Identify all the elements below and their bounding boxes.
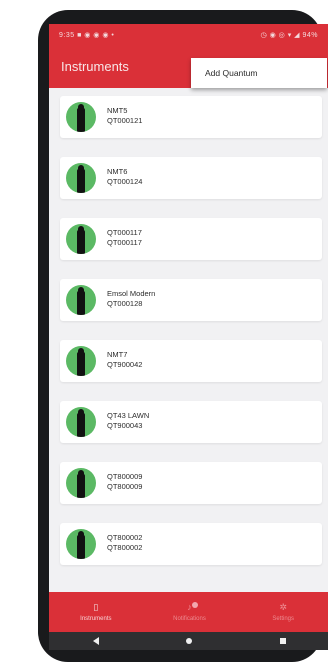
instrument-icon bbox=[66, 346, 96, 376]
instrument-serial: QT000124 bbox=[107, 177, 143, 186]
instrument-serial: QT800002 bbox=[107, 543, 143, 552]
instrument-name: Emsol Modern bbox=[107, 289, 156, 298]
instrument-serial: QT800009 bbox=[107, 482, 143, 491]
gear-icon: ✲ bbox=[279, 601, 287, 612]
instrument-name: QT43 LAWN bbox=[107, 411, 150, 420]
instrument-icon bbox=[66, 102, 96, 132]
instrument-name: NMT7 bbox=[107, 350, 128, 359]
instrument-serial: QT900043 bbox=[107, 421, 143, 430]
nav-instruments[interactable] bbox=[49, 592, 143, 632]
nav-label: Instruments bbox=[80, 615, 112, 622]
app-screen bbox=[49, 24, 328, 646]
instrument-icon: ▯ bbox=[93, 601, 99, 612]
home-icon[interactable] bbox=[186, 638, 192, 644]
status-right: ◷ ◉ ◎ ▾ ◢ 94% bbox=[260, 32, 318, 39]
instrument-name: QT800002 bbox=[107, 533, 143, 542]
instrument-name: QT800009 bbox=[107, 472, 143, 481]
system-navigation-bar bbox=[49, 632, 328, 650]
instrument-card[interactable] bbox=[60, 462, 322, 504]
recents-icon[interactable] bbox=[280, 638, 286, 644]
back-icon[interactable] bbox=[93, 637, 99, 645]
instrument-serial: QT000128 bbox=[107, 299, 143, 308]
bell-icon: ♪ bbox=[187, 603, 192, 612]
nav-label: Notifications bbox=[173, 615, 206, 622]
instrument-card[interactable] bbox=[60, 340, 322, 382]
add-quantum-menu-item[interactable]: Add Quantum bbox=[191, 58, 327, 88]
instrument-name: NMT6 bbox=[107, 167, 128, 176]
instrument-card[interactable] bbox=[60, 523, 322, 565]
instrument-name: NMT5 bbox=[107, 106, 128, 115]
instrument-card[interactable] bbox=[60, 157, 322, 199]
status-left: 9:35 ■ ◉ ◉ ◉ • bbox=[59, 32, 115, 39]
nav-label: Settings bbox=[272, 615, 295, 622]
nav-settings[interactable] bbox=[236, 592, 328, 632]
instrument-icon bbox=[66, 407, 96, 437]
instrument-name: QT000117 bbox=[107, 228, 142, 237]
bottom-navigation bbox=[49, 592, 328, 632]
instrument-card[interactable] bbox=[60, 401, 322, 443]
instrument-icon bbox=[66, 163, 96, 193]
instrument-card[interactable] bbox=[60, 96, 322, 138]
instrument-serial: QT000121 bbox=[107, 116, 143, 125]
nav-notifications[interactable] bbox=[143, 592, 237, 632]
instrument-card[interactable] bbox=[60, 218, 322, 260]
instrument-icon bbox=[66, 468, 96, 498]
instrument-card[interactable] bbox=[60, 279, 322, 321]
instrument-icon bbox=[66, 529, 96, 559]
instrument-icon bbox=[66, 285, 96, 315]
status-bar bbox=[49, 24, 328, 46]
instrument-icon bbox=[66, 224, 96, 254]
page-title: Instruments bbox=[61, 59, 129, 74]
instrument-serial: QT000117 bbox=[107, 238, 142, 247]
instrument-serial: QT900042 bbox=[107, 360, 143, 369]
